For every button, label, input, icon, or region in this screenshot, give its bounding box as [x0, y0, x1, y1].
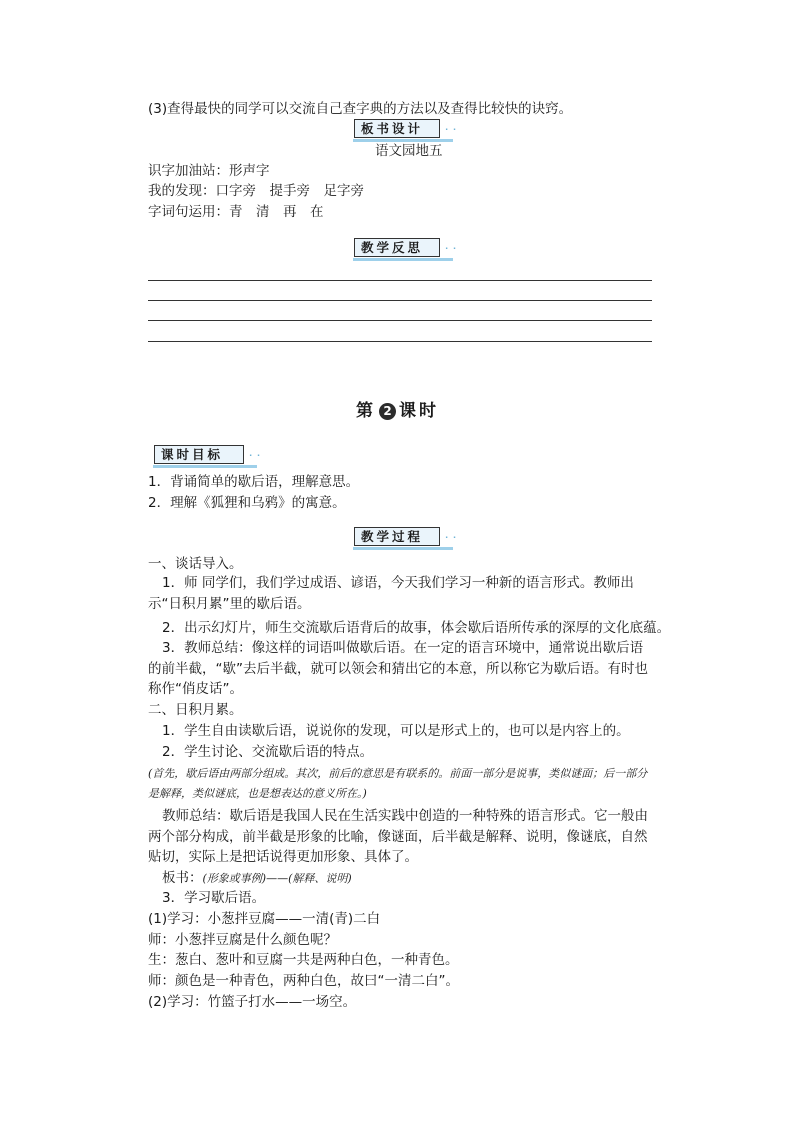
reflection-line — [148, 341, 652, 342]
dialogue-line: 生：葱白、葱叶和豆腐一共是两种白色，一种青色。 — [148, 952, 459, 968]
board-title: 语文园地五 — [375, 143, 443, 159]
board-formula: (形象或事例)——(解释、说明) — [202, 872, 352, 885]
lesson-number-badge: 2 — [379, 403, 396, 420]
objectives-header — [154, 445, 261, 464]
header-dots-decor: · · — [445, 533, 457, 542]
reflection-line — [148, 280, 652, 281]
reflection-header — [354, 238, 457, 257]
board-formula-line — [162, 870, 352, 887]
paragraph: 3．学习歇后语。 — [162, 890, 266, 906]
objective-item: 2．理解《狐狸和乌鸦》的寓意。 — [148, 495, 346, 511]
lesson-title-suffix: 课时 — [399, 401, 439, 421]
board-design-header — [354, 119, 457, 138]
objective-item: 1．背诵简单的歇后语，理解意思。 — [148, 474, 360, 490]
reflection-line — [148, 320, 652, 321]
board-line-2: 我的发现：口字旁 提手旁 足字旁 — [148, 183, 364, 199]
paragraph: 2．出示幻灯片，师生交流歇后语背后的故事，体会歇后语所传承的深厚的文化底蕴。 — [162, 620, 671, 636]
reflection-line — [148, 300, 652, 301]
paragraph: 1．师 同学们，我们学过成语、谚语，今天我们学习一种新的语言形式。教师出示“日积月累”里的歇后语。 — [148, 575, 634, 612]
lesson-title — [356, 396, 439, 421]
lesson-title-prefix: 第 — [356, 401, 376, 421]
paragraph: 1．学生自由读歇后语，说说你的发现，可以是形式上的，也可以是内容上的。 — [162, 723, 630, 739]
section-heading: 二、日积月累。 — [148, 702, 243, 718]
process-header-label: 教学过程 — [361, 529, 424, 544]
header-dots-decor: · · — [445, 125, 457, 134]
header-underline-decor — [353, 258, 453, 261]
paragraph: 2．学生讨论、交流歇后语的特点。 — [162, 744, 374, 760]
note-paragraph: (首先，歇后语由两部分组成。其次，前后的意思是有联系的。前面一部分是说事，类似谜面；后一部分是解释，类似谜底，也是想表达的意义所在。) — [148, 767, 648, 800]
header-dots-decor: · · — [249, 451, 261, 460]
paragraph: (1)学习：小葱拌豆腐——一清(青)二白 — [148, 911, 381, 927]
paragraph: 3．教师总结：像这样的词语叫做歇后语。在一定的语言环境中，通常说出歇后语的前半截，“歇”去后半截，就可以领会和猜出它的本意，所以称它为歇后语。有时也称作“俏皮话”。 — [148, 640, 648, 697]
header-underline-decor — [353, 139, 453, 142]
board-label: 板书： — [162, 870, 203, 886]
header-dots-decor: · · — [445, 244, 457, 253]
board-line-1: 识字加油站：形声字 — [148, 163, 270, 179]
paragraph: (2)学习：竹篮子打水——一场空。 — [148, 994, 357, 1010]
header-underline-decor — [353, 547, 453, 550]
process-header — [354, 527, 457, 546]
header-underline-decor — [153, 465, 257, 468]
reflection-header-label: 教学反思 — [361, 240, 424, 255]
teaching-step-3: (3)查得最快的同学可以交流自己查字典的方法以及查得比较快的诀窍。 — [148, 101, 573, 117]
board-design-header-label: 板书设计 — [361, 121, 424, 136]
objectives-header-label: 课时目标 — [161, 447, 224, 462]
dialogue-line: 师：小葱拌豆腐是什么颜色呢？ — [148, 932, 337, 948]
dialogue-line: 师：颜色是一种青色，两种白色，故曰“一清二白”。 — [148, 973, 459, 989]
paragraph: 教师总结：歇后语是我国人民在生活实践中创造的一种特殊的语言形式。它一般由两个部分构成，前半截是形象的比喻，像谜面，后半截是解释、说明，像谜底，自然贴切，实际上是把话说得更加形象、具体了。 — [148, 808, 648, 865]
section-heading: 一、谈话导入。 — [148, 556, 243, 572]
board-line-3: 字词句运用：青 清 再 在 — [148, 204, 324, 220]
